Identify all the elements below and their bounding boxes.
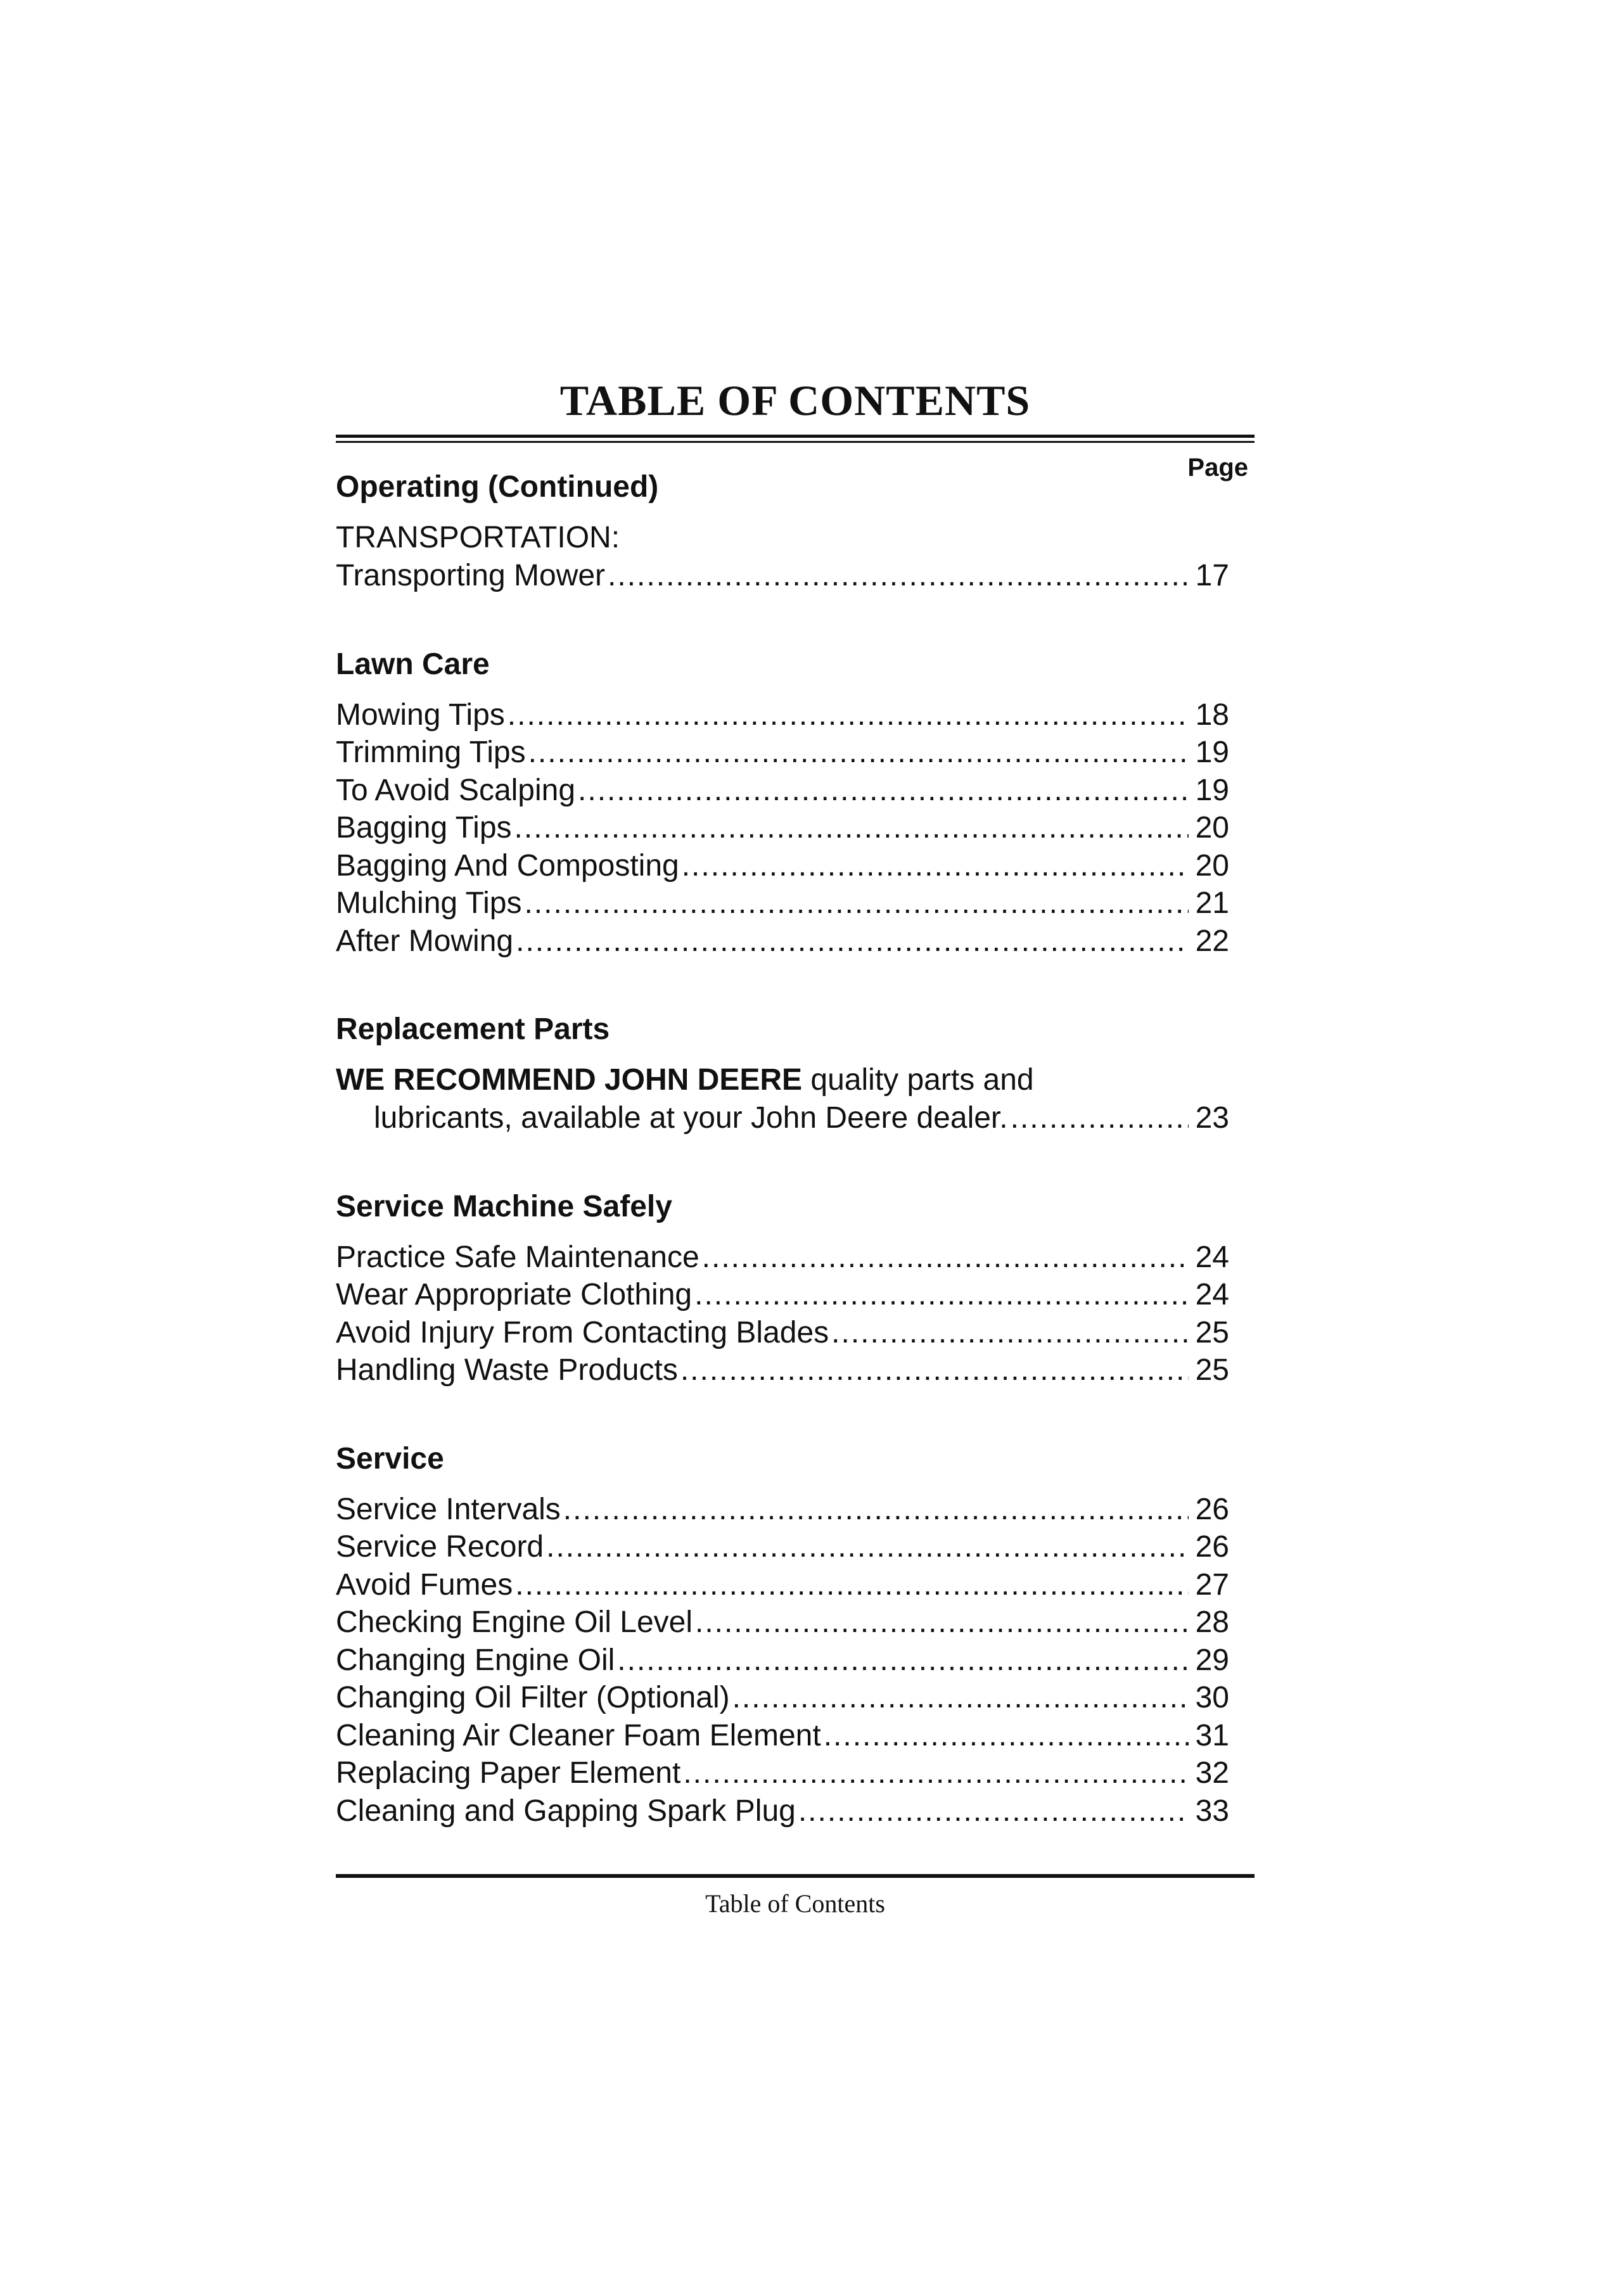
entry-label: Trimming Tips (336, 736, 526, 769)
entry-label: Transporting Mower (336, 559, 606, 592)
toc-page (336, 374, 1255, 1920)
toc-entry (336, 1604, 1229, 1642)
entry-label: Replacing Paper Element (336, 1756, 681, 1790)
page-footer: Table of Contents (705, 1889, 885, 1918)
dot-leader (702, 1239, 1189, 1277)
entry-page: 20 (1195, 848, 1229, 883)
dot-leader (1011, 1099, 1189, 1137)
toc-entry (336, 847, 1229, 885)
entry-page: 26 (1195, 1530, 1229, 1564)
dot-leader (683, 1754, 1189, 1792)
entry-page: 23 (1195, 1101, 1229, 1135)
entry-label: Practice Safe Maintenance (336, 1240, 699, 1274)
entry-page: 17 (1195, 559, 1229, 592)
section-gap (336, 960, 1255, 1011)
dot-leader (682, 847, 1189, 885)
recommend-line (336, 1061, 1255, 1099)
entry-page: 19 (1195, 736, 1229, 769)
section-replacement-parts (336, 1011, 1255, 1137)
dot-leader (514, 809, 1189, 847)
section-gap (336, 1137, 1255, 1188)
page-title: TABLE OF CONTENTS (559, 376, 1031, 424)
dot-leader (546, 1528, 1189, 1566)
entry-page: 18 (1195, 698, 1229, 732)
toc-entry (336, 809, 1229, 847)
toc-entry (336, 734, 1229, 772)
section-lawn-care (336, 646, 1255, 960)
toc-entry (336, 1276, 1229, 1314)
dot-leader (831, 1314, 1189, 1352)
entry-page: 24 (1195, 1278, 1229, 1311)
toc-entry (336, 1754, 1229, 1792)
section-heading: Lawn Care (336, 647, 490, 681)
dot-leader (608, 557, 1189, 595)
toc-entry (336, 1099, 1229, 1137)
dot-leader (524, 884, 1189, 922)
entry-label: Cleaning and Gapping Spark Plug (336, 1794, 796, 1828)
toc-entry (336, 772, 1229, 810)
toc-entry (336, 1351, 1229, 1389)
entry-page: 20 (1195, 811, 1229, 845)
dot-leader (824, 1717, 1189, 1755)
entry-label: Service Intervals (336, 1492, 561, 1526)
transportation-label: TRANSPORTATION: (336, 521, 620, 554)
entry-page: 33 (1195, 1794, 1229, 1828)
entry-page: 29 (1195, 1643, 1229, 1677)
entry-label: Wear Appropriate Clothing (336, 1278, 693, 1311)
entry-label: Service Record (336, 1530, 544, 1564)
section-operating (336, 468, 1255, 595)
entry-label: Avoid Fumes (336, 1567, 513, 1602)
page-column-label: Page (1187, 454, 1248, 482)
entry-label: Bagging And Composting (336, 848, 679, 883)
section-service (336, 1440, 1255, 1830)
section-heading: Service (336, 1441, 444, 1476)
section-heading: Service Machine Safely (336, 1189, 672, 1223)
toc-entry (336, 1239, 1229, 1277)
toc-entry (336, 884, 1229, 922)
footer-rule (336, 1874, 1255, 1878)
entry-label: Handling Waste Products (336, 1353, 678, 1387)
title-double-rule (336, 435, 1255, 443)
entry-label: Mulching Tips (336, 886, 522, 920)
toc-entry (336, 1566, 1229, 1604)
entry-page: 28 (1195, 1605, 1229, 1639)
section-heading: Replacement Parts (336, 1012, 610, 1046)
toc-entry (336, 1679, 1229, 1717)
entry-label: Cleaning Air Cleaner Foam Element (336, 1718, 821, 1752)
dot-leader (516, 922, 1189, 960)
entry-page: 22 (1195, 924, 1229, 958)
dot-leader (798, 1792, 1189, 1830)
section-gap (336, 595, 1255, 646)
section-heading: Operating (Continued) (336, 470, 659, 504)
recommend-rest: quality parts and (802, 1063, 1034, 1097)
dot-leader (695, 1604, 1189, 1642)
entry-page: 19 (1195, 773, 1229, 807)
dot-leader (528, 734, 1189, 772)
dot-leader (515, 1566, 1189, 1604)
entries-operating (336, 557, 1255, 595)
entry-page: 27 (1195, 1567, 1229, 1602)
dot-leader (563, 1491, 1189, 1529)
entry-label: To Avoid Scalping (336, 773, 576, 807)
entry-label: Avoid Injury From Contacting Blades (336, 1315, 829, 1349)
entry-label: Changing Oil Filter (Optional) (336, 1681, 730, 1714)
entries-lawn-care (336, 696, 1255, 960)
entry-page: 21 (1195, 886, 1229, 920)
toc-entry (336, 1491, 1229, 1529)
entry-page: 25 (1195, 1353, 1229, 1387)
entry-page: 30 (1195, 1681, 1229, 1714)
dot-leader (617, 1642, 1189, 1680)
toc-entry (336, 696, 1229, 734)
toc-entry (336, 1642, 1229, 1680)
toc-entry (336, 1314, 1229, 1352)
section-service-machine-safely (336, 1188, 1255, 1389)
entry-page: 26 (1195, 1492, 1229, 1526)
dot-leader (508, 696, 1189, 734)
toc-entry (336, 1528, 1229, 1566)
entry-label: Mowing Tips (336, 698, 505, 732)
entries-service-machine-safely (336, 1239, 1255, 1389)
entry-label: lubricants, available at your John Deere dealer. (374, 1101, 1008, 1135)
entry-label: After Mowing (336, 924, 514, 958)
entry-label: Changing Engine Oil (336, 1643, 615, 1677)
toc-entry (336, 922, 1229, 960)
dot-leader (732, 1679, 1189, 1717)
entry-page: 25 (1195, 1315, 1229, 1349)
entries-service (336, 1491, 1255, 1830)
toc-entry (336, 557, 1229, 595)
entry-page: 32 (1195, 1756, 1229, 1790)
recommend-bold: WE RECOMMEND JOHN DEERE (336, 1063, 803, 1097)
section-gap (336, 1389, 1255, 1440)
dot-leader (694, 1276, 1189, 1314)
dot-leader (578, 772, 1189, 810)
toc-entry (336, 1717, 1229, 1755)
entry-label: Checking Engine Oil Level (336, 1605, 693, 1639)
entry-page: 31 (1195, 1718, 1229, 1752)
toc-entry (336, 1792, 1229, 1830)
entry-page: 24 (1195, 1240, 1229, 1274)
entry-label: Bagging Tips (336, 811, 512, 845)
dot-leader (680, 1351, 1189, 1389)
